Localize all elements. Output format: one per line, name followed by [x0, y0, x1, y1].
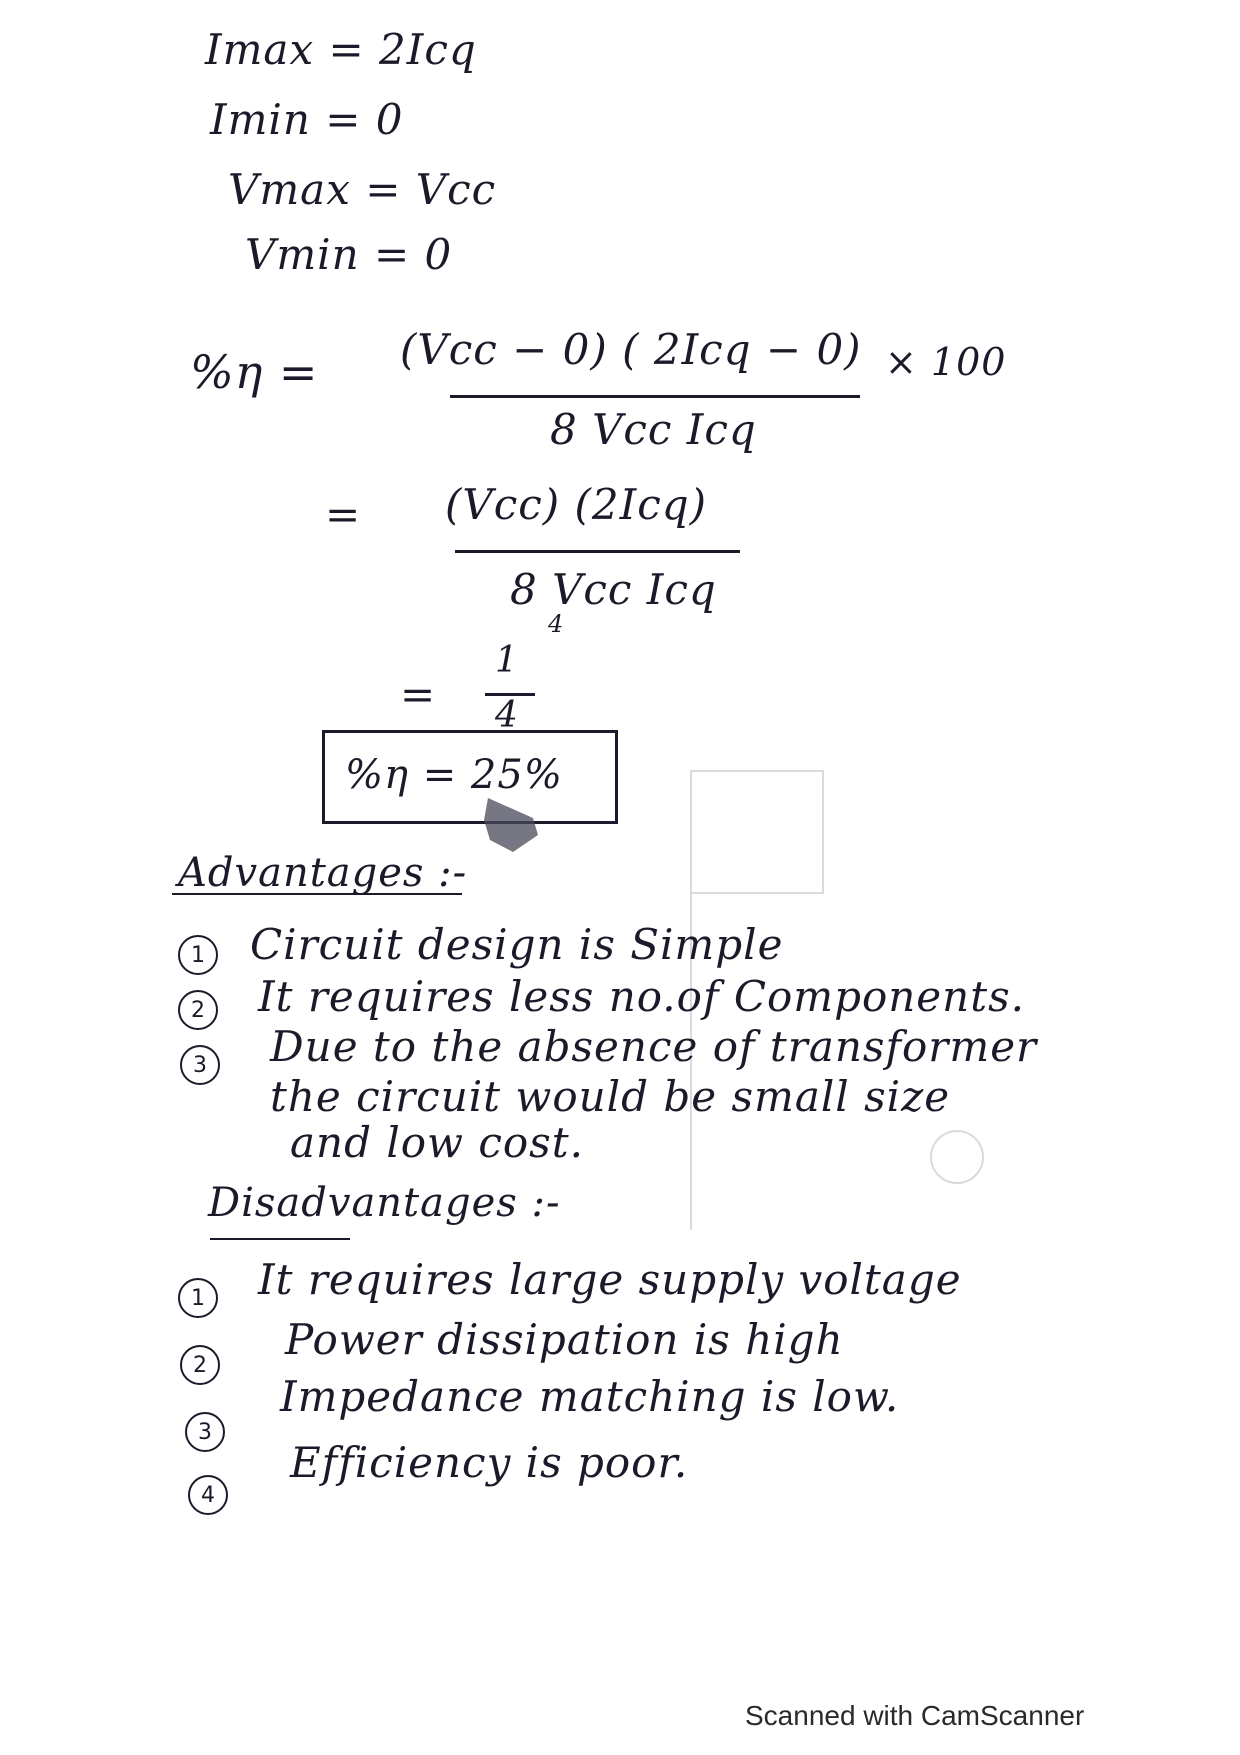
vmin-equation: Vmin = 0	[245, 230, 453, 279]
simplified-numerator: (Vcc) (2Icq)	[445, 480, 707, 529]
bleed-through-circuit-sketch	[690, 770, 824, 894]
disadvantage-item: Power dissipation is high	[285, 1315, 844, 1364]
advantage-item: Circuit design is Simple	[250, 920, 784, 969]
disadvantage-item: It requires large supply voltage	[258, 1255, 962, 1304]
equals-sign: =	[325, 490, 362, 539]
bleed-through-meter	[930, 1130, 984, 1184]
list-number-circle: 1	[178, 935, 218, 975]
list-number-circle: 3	[180, 1045, 220, 1085]
cancel-note: 4	[548, 610, 565, 638]
quarter-numerator: 1	[495, 640, 519, 681]
list-number-circle: 2	[178, 990, 218, 1030]
simplified-denominator: 8 Vcc Icq	[510, 565, 717, 614]
advantages-heading: Advantages :-	[178, 850, 468, 896]
disadvantage-item: Efficiency is poor.	[290, 1438, 689, 1487]
list-number-circle: 2	[180, 1345, 220, 1385]
equals-sign: =	[400, 670, 437, 719]
quarter-denominator: 4	[495, 695, 519, 736]
advantage-item: It requires less no.of Components.	[258, 972, 1025, 1021]
heading-underline	[172, 893, 462, 895]
efficiency-denominator: 8 Vcc Icq	[550, 405, 757, 454]
list-number-circle: 4	[188, 1475, 228, 1515]
vmax-equation: Vmax = Vcc	[228, 165, 497, 214]
advantage-item-cont: the circuit would be small size	[270, 1072, 951, 1121]
disadvantage-item: Impedance matching is low.	[280, 1372, 900, 1421]
list-number-circle: 1	[178, 1278, 218, 1318]
efficiency-label: %η =	[190, 345, 319, 399]
efficiency-numerator: (Vcc − 0) ( 2Icq − 0)	[400, 325, 862, 374]
advantage-item: Due to the absence of transformer	[270, 1022, 1038, 1071]
imax-equation: Imax = 2Icq	[205, 25, 477, 74]
disadvantages-heading: Disadvantages :-	[208, 1180, 561, 1226]
heading-underline	[210, 1238, 350, 1240]
times-hundred: × 100	[885, 340, 1007, 384]
fraction-bar	[450, 395, 860, 398]
ink-blot-icon	[478, 790, 548, 860]
fraction-bar	[455, 550, 740, 553]
efficiency-result: %η = 25%	[345, 752, 563, 798]
scanner-watermark: Scanned with CamScanner	[745, 1700, 1085, 1731]
advantage-item-cont: and low cost.	[290, 1118, 584, 1167]
imin-equation: Imin = 0	[210, 95, 404, 144]
list-number-circle: 3	[185, 1412, 225, 1452]
